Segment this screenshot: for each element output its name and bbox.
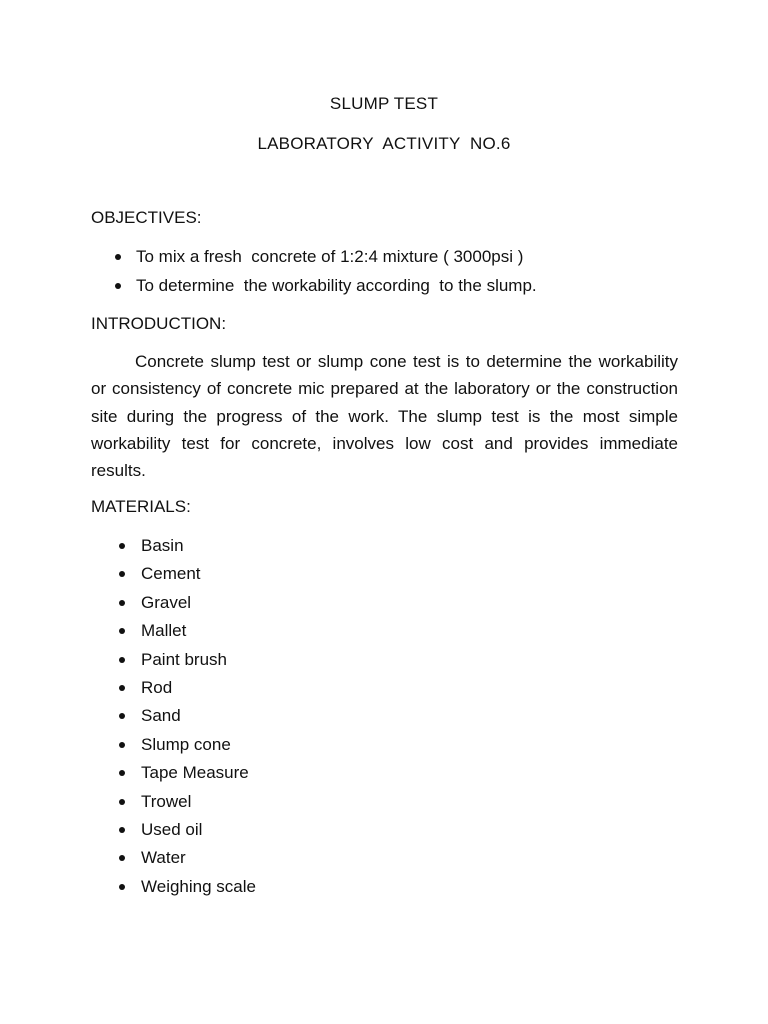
bullet-icon [119, 827, 125, 833]
material-item [91, 677, 256, 705]
bullet-icon [119, 713, 125, 719]
bullet-icon [119, 742, 125, 748]
bullet-icon [119, 543, 125, 549]
objective-text: To mix a fresh concrete of 1:2:4 mixture ( 3000psi ) [136, 247, 524, 266]
material-text: Weighing scale [141, 876, 256, 896]
material-item [91, 734, 256, 762]
material-text: Cement [141, 564, 201, 584]
material-text: Trowel [141, 791, 192, 811]
objectives-list [91, 246, 537, 304]
objective-item [91, 246, 537, 275]
material-text: Paint brush [141, 649, 227, 669]
materials-heading: MATERIALS: [91, 497, 191, 516]
material-text: Sand [141, 706, 181, 726]
objectives-heading: OBJECTIVES: [91, 208, 202, 227]
material-item [91, 620, 256, 648]
material-text: Rod [141, 677, 173, 697]
bullet-icon [119, 855, 125, 861]
material-item [91, 847, 256, 875]
bullet-icon [119, 657, 125, 663]
document-subtitle: LABORATORY ACTIVITY NO.6 [257, 134, 511, 153]
bullet-icon [119, 770, 125, 776]
bullet-icon [119, 628, 125, 634]
introduction-heading: INTRODUCTION: [91, 314, 227, 333]
bullet-icon [115, 283, 121, 289]
bullet-icon [119, 571, 125, 577]
material-item [91, 563, 256, 591]
material-item [91, 592, 256, 620]
material-item [91, 705, 256, 733]
material-item [91, 876, 256, 904]
material-item [91, 762, 256, 790]
material-text: Water [141, 848, 186, 868]
material-text: Mallet [141, 621, 187, 641]
material-item [91, 819, 256, 847]
material-item [91, 649, 256, 677]
material-text: Gravel [141, 592, 192, 612]
introduction-paragraph [91, 348, 678, 484]
material-text: Slump cone [141, 734, 231, 754]
bullet-icon [115, 254, 121, 260]
introduction-text: Concrete slump test or slump cone test is to determine the workability or consistency of concrete mic prepared at the laboratory or the construction site during the progress of the work. The slump test is the most simple workability test for concrete, involves low cost and provides immediate results. [91, 352, 678, 481]
document-title: SLUMP TEST [329, 94, 439, 113]
material-text: Used oil [141, 819, 203, 839]
material-item [91, 791, 256, 819]
objective-text: To determine the workability according to the slump. [136, 276, 537, 295]
bullet-icon [119, 799, 125, 805]
materials-list [91, 535, 256, 904]
bullet-icon [119, 685, 125, 691]
material-item [91, 535, 256, 563]
bullet-icon [119, 884, 125, 890]
material-text: Tape Measure [141, 763, 249, 783]
objective-item [91, 275, 537, 304]
bullet-icon [119, 600, 125, 606]
material-text: Basin [141, 536, 184, 555]
